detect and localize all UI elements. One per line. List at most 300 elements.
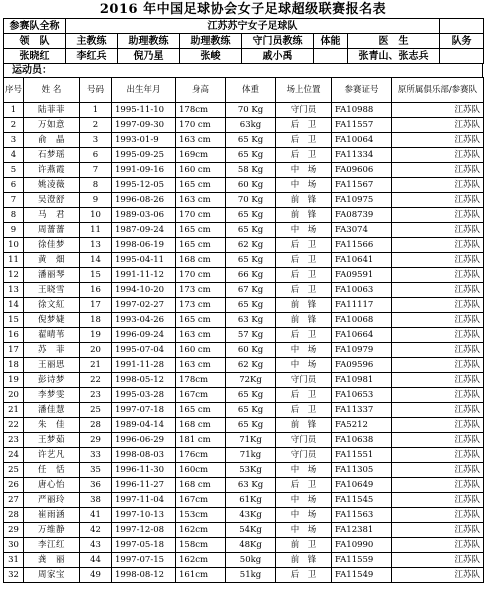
player-birthdate: 1997-11-04 [112,493,176,508]
player-weight: 62 Kg [226,238,276,253]
player-height: 163 cm [176,358,226,373]
player-index: 8 [4,208,24,223]
player-weight: 66 Kg [226,268,276,283]
column-header: 体重 [226,78,276,103]
athletes-label: 运动员： [3,64,483,77]
player-birthdate: 1996-08-26 [112,193,176,208]
player-name: 潘丽琴 [24,268,80,283]
player-club: 江苏队 [392,103,484,118]
player-birthdate: 1987-09-24 [112,223,176,238]
player-club: 江苏队 [392,448,484,463]
player-birthdate: 1989-04-14 [112,418,176,433]
table-row [4,448,484,463]
player-weight: 63kg [226,118,276,133]
player-position: 后 卫 [276,388,332,403]
player-name: 黄 畑 [24,253,80,268]
player-club: 江苏队 [392,298,484,313]
player-height: 170 cm [176,208,226,223]
player-birthdate: 1996-06-29 [112,433,176,448]
player-birthdate: 1997-05-18 [112,538,176,553]
player-club: 江苏队 [392,118,484,133]
player-number: 23 [80,388,112,403]
staff-name: 张青山、张志兵 [348,49,440,64]
player-name: 石梦瑶 [24,148,80,163]
table-row [4,178,484,193]
player-club: 江苏队 [392,193,484,208]
table-row [4,253,484,268]
column-header: 场上位置 [276,78,332,103]
staff-header: 守门员教练 [242,34,314,49]
player-weight: 62 Kg [226,358,276,373]
player-birthdate: 1996-11-27 [112,478,176,493]
player-club: 江苏队 [392,163,484,178]
player-weight: 72Kg [226,373,276,388]
player-license: FA5212 [332,418,392,433]
player-name: 任 恬 [24,463,80,478]
player-license: FA11334 [332,148,392,163]
player-position: 前 锋 [276,553,332,568]
table-row [4,193,484,208]
staff-name: 倪乃星 [118,49,180,64]
player-number: 20 [80,343,112,358]
player-index: 12 [4,268,24,283]
team-label: 参赛队全称 [4,19,66,34]
player-name: 崔雨涵 [24,508,80,523]
player-weight: 65 Kg [226,298,276,313]
player-height: 153cm [176,508,226,523]
player-number: 42 [80,523,112,538]
column-header: 姓 名 [24,78,80,103]
player-name: 徐佳梦 [24,238,80,253]
staff-header: 助理教练 [180,34,242,49]
player-club: 江苏队 [392,403,484,418]
player-license: FA09606 [332,163,392,178]
player-number: 19 [80,328,112,343]
player-birthdate: 1997-07-18 [112,403,176,418]
player-club: 江苏队 [392,313,484,328]
player-license: FA10638 [332,433,392,448]
player-weight: 65 Kg [226,388,276,403]
player-position: 中 场 [276,163,332,178]
player-name: 苏 菲 [24,343,80,358]
player-number: 6 [80,148,112,163]
table-row [4,478,484,493]
player-height: 169cm [176,148,226,163]
player-height: 165 cm [176,223,226,238]
player-position: 后 卫 [276,328,332,343]
player-birthdate: 1995-03-28 [112,388,176,403]
player-weight: 71Kg [226,433,276,448]
player-license: FA12381 [332,523,392,538]
player-name: 马 君 [24,208,80,223]
table-row [4,388,484,403]
player-position: 中 场 [276,463,332,478]
table-row [4,433,484,448]
player-position: 前 锋 [276,418,332,433]
player-name: 许艺凡 [24,448,80,463]
player-weight: 65 Kg [226,208,276,223]
table-row [4,463,484,478]
player-position: 前 锋 [276,313,332,328]
player-position: 守门员 [276,448,332,463]
player-license: FA11305 [332,463,392,478]
player-position: 中 场 [276,523,332,538]
player-name: 陆菲菲 [24,103,80,118]
player-club: 江苏队 [392,343,484,358]
player-number: 13 [80,238,112,253]
player-position: 后 卫 [276,403,332,418]
player-license: FA11551 [332,448,392,463]
player-index: 4 [4,148,24,163]
player-index: 22 [4,418,24,433]
player-birthdate: 1998-08-12 [112,568,176,583]
player-weight: 71kg [226,448,276,463]
player-club: 江苏队 [392,373,484,388]
player-number: 16 [80,283,112,298]
player-birthdate: 1995-12-05 [112,178,176,193]
table-row [4,343,484,358]
player-height: 173 cm [176,298,226,313]
player-birthdate: 1993-01-9 [112,133,176,148]
player-license: FA10068 [332,313,392,328]
table-row [4,358,484,373]
player-license: FA10649 [332,478,392,493]
player-club: 江苏队 [392,208,484,223]
player-height: 167cm [176,493,226,508]
player-weight: 61Kg [226,493,276,508]
player-birthdate: 1997-12-08 [112,523,176,538]
player-index: 10 [4,238,24,253]
player-club: 江苏队 [392,463,484,478]
player-index: 20 [4,388,24,403]
player-birthdate: 1997-10-13 [112,508,176,523]
staff-name: 李红兵 [66,49,118,64]
table-row [4,553,484,568]
player-height: 165 cm [176,403,226,418]
player-index: 11 [4,253,24,268]
player-birthdate: 1996-11-30 [112,463,176,478]
staff-name: 张峻 [180,49,242,64]
player-club: 江苏队 [392,388,484,403]
player-license: FA10981 [332,373,392,388]
player-weight: 60 Kg [226,343,276,358]
player-index: 28 [4,508,24,523]
table-row [4,148,484,163]
team-name: 江苏苏宁女子足球队 [66,19,440,34]
player-weight: 67 Kg [226,283,276,298]
table-row [4,118,484,133]
player-index: 16 [4,328,24,343]
player-name: 俞 晶 [24,133,80,148]
player-license: FA10653 [332,388,392,403]
player-position: 中 场 [276,358,332,373]
player-number: 1 [80,103,112,118]
player-license: FA11563 [332,508,392,523]
player-name: 龚 丽 [24,553,80,568]
player-number: 18 [80,313,112,328]
player-index: 25 [4,463,24,478]
player-birthdate: 1998-08-03 [112,448,176,463]
table-row [4,538,484,553]
player-club: 江苏队 [392,328,484,343]
player-position: 后 卫 [276,148,332,163]
player-weight: 54Kg [226,523,276,538]
staff-header: 助理教练 [118,34,180,49]
player-position: 后 卫 [276,568,332,583]
player-name: 王丽思 [24,358,80,373]
player-name: 许燕霞 [24,163,80,178]
player-birthdate: 1995-11-10 [112,103,176,118]
table-row [4,313,484,328]
player-index: 2 [4,118,24,133]
player-weight: 43Kg [226,508,276,523]
column-header: 号码 [80,78,112,103]
player-club: 江苏队 [392,508,484,523]
player-height: 160 cm [176,163,226,178]
player-name: 彭诗梦 [24,373,80,388]
player-name: 王梦茹 [24,433,80,448]
player-name: 李江红 [24,538,80,553]
player-index: 23 [4,433,24,448]
player-number: 49 [80,568,112,583]
player-weight: 58 Kg [226,163,276,178]
player-club: 江苏队 [392,283,484,298]
player-birthdate: 1989-03-06 [112,208,176,223]
player-index: 21 [4,403,24,418]
player-weight: 60 Kg [226,178,276,193]
player-club: 江苏队 [392,358,484,373]
player-number: 10 [80,208,112,223]
player-number: 17 [80,298,112,313]
player-number: 11 [80,223,112,238]
team-blank-cell [440,19,484,34]
player-license: FA10988 [332,103,392,118]
player-number: 33 [80,448,112,463]
staff-name-row [4,49,484,64]
player-club: 江苏队 [392,268,484,283]
player-birthdate: 1991-11-28 [112,358,176,373]
table-row [4,493,484,508]
player-license: FA11545 [332,493,392,508]
player-index: 9 [4,223,24,238]
player-birthdate: 1995-09-25 [112,148,176,163]
column-header: 序号 [4,78,24,103]
player-height: 163 cm [176,133,226,148]
table-row [4,328,484,343]
player-license: FA10975 [332,193,392,208]
column-header: 身高 [176,78,226,103]
player-position: 后 卫 [276,133,332,148]
player-height: 168 cm [176,478,226,493]
player-birthdate: 1998-05-12 [112,373,176,388]
staff-header: 主教练 [66,34,118,49]
table-row [4,568,484,583]
player-name: 翟晴苇 [24,328,80,343]
player-club: 江苏队 [392,418,484,433]
staff-header: 领 队 [4,34,66,49]
player-height: 167cm [176,388,226,403]
player-number: 35 [80,463,112,478]
player-club: 江苏队 [392,238,484,253]
player-height: 178cm [176,103,226,118]
player-name: 万维静 [24,523,80,538]
player-number: 21 [80,358,112,373]
player-club: 江苏队 [392,178,484,193]
player-name: 周家宝 [24,568,80,583]
roster-body [4,103,484,583]
player-weight: 51kg [226,568,276,583]
player-position: 中 场 [276,178,332,193]
player-license: FA10664 [332,328,392,343]
player-number: 7 [80,163,112,178]
player-index: 29 [4,523,24,538]
player-license: FA11117 [332,298,392,313]
player-number: 29 [80,433,112,448]
player-club: 江苏队 [392,148,484,163]
player-height: 168 cm [176,253,226,268]
player-height: 170 cm [176,118,226,133]
player-height: 165 cm [176,313,226,328]
roster-table [3,77,484,583]
player-height: 165 cm [176,178,226,193]
team-staff-table [3,18,484,64]
staff-header: 体能 [314,34,348,49]
table-row [4,523,484,538]
player-position: 后 卫 [276,238,332,253]
team-row [4,19,484,34]
player-position: 前 卫 [276,538,332,553]
player-position: 守门员 [276,103,332,118]
player-index: 30 [4,538,24,553]
player-license: FA09591 [332,268,392,283]
player-birthdate: 1991-09-16 [112,163,176,178]
player-position: 中 场 [276,223,332,238]
player-height: 161cm [176,568,226,583]
player-number: 44 [80,553,112,568]
player-index: 32 [4,568,24,583]
player-weight: 65 Kg [226,223,276,238]
staff-name: 戚小禹 [242,49,314,64]
table-row [4,418,484,433]
player-name: 李梦雯 [24,388,80,403]
player-position: 中 场 [276,493,332,508]
player-position: 守门员 [276,373,332,388]
player-height: 178cm [176,373,226,388]
player-name: 王晓雪 [24,283,80,298]
staff-name [314,49,348,64]
player-index: 18 [4,358,24,373]
player-index: 1 [4,103,24,118]
player-name: 严丽玲 [24,493,80,508]
player-index: 24 [4,448,24,463]
player-weight: 48Kg [226,538,276,553]
column-header: 参赛证号 [332,78,392,103]
player-name: 倪梦婕 [24,313,80,328]
player-number: 28 [80,418,112,433]
player-weight: 65 Kg [226,403,276,418]
player-birthdate: 1991-11-12 [112,268,176,283]
player-number: 2 [80,118,112,133]
player-weight: 65 Kg [226,133,276,148]
player-license: FA10063 [332,283,392,298]
player-birthdate: 1997-07-15 [112,553,176,568]
player-license: FA10641 [332,253,392,268]
player-number: 15 [80,268,112,283]
player-weight: 65 Kg [226,253,276,268]
staff-name [440,49,484,64]
player-number: 3 [80,133,112,148]
player-license: FA11549 [332,568,392,583]
player-height: 181 cm [176,433,226,448]
player-number: 43 [80,538,112,553]
table-row [4,103,484,118]
player-position: 后 卫 [276,283,332,298]
player-height: 162cm [176,553,226,568]
player-number: 8 [80,178,112,193]
player-birthdate: 1997-09-30 [112,118,176,133]
player-height: 160 cm [176,343,226,358]
table-row [4,223,484,238]
player-position: 前 锋 [276,193,332,208]
player-club: 江苏队 [392,223,484,238]
player-license: FA11566 [332,238,392,253]
player-index: 7 [4,193,24,208]
player-index: 27 [4,493,24,508]
player-birthdate: 1998-06-19 [112,238,176,253]
player-position: 前 锋 [276,298,332,313]
table-row [4,283,484,298]
player-number: 22 [80,373,112,388]
player-index: 19 [4,373,24,388]
player-license: FA3074 [332,223,392,238]
player-index: 13 [4,283,24,298]
roster-header-row [4,78,484,103]
player-birthdate: 1996-09-24 [112,328,176,343]
player-name: 朱 佳 [24,418,80,433]
staff-name: 张晓红 [4,49,66,64]
player-club: 江苏队 [392,433,484,448]
player-club: 江苏队 [392,133,484,148]
player-height: 160cm [176,463,226,478]
player-club: 江苏队 [392,493,484,508]
table-row [4,403,484,418]
player-license: FA08739 [332,208,392,223]
player-name: 万如意 [24,118,80,133]
staff-header: 队务 [440,34,484,49]
player-birthdate: 1995-04-11 [112,253,176,268]
player-number: 14 [80,253,112,268]
player-club: 江苏队 [392,523,484,538]
player-license: FA10979 [332,343,392,358]
player-license: FA10990 [332,538,392,553]
staff-header-row [4,34,484,49]
player-license: FA11567 [332,178,392,193]
column-header: 出生年月 [112,78,176,103]
table-row [4,208,484,223]
player-license: FA10064 [332,133,392,148]
player-license: FA09596 [332,358,392,373]
player-index: 14 [4,298,24,313]
player-number: 41 [80,508,112,523]
player-name: 吴澄舒 [24,193,80,208]
player-index: 5 [4,163,24,178]
player-name: 周薔薔 [24,223,80,238]
player-position: 后 卫 [276,118,332,133]
player-club: 江苏队 [392,253,484,268]
player-name: 姚凌薇 [24,178,80,193]
player-height: 176cm [176,448,226,463]
table-row [4,373,484,388]
